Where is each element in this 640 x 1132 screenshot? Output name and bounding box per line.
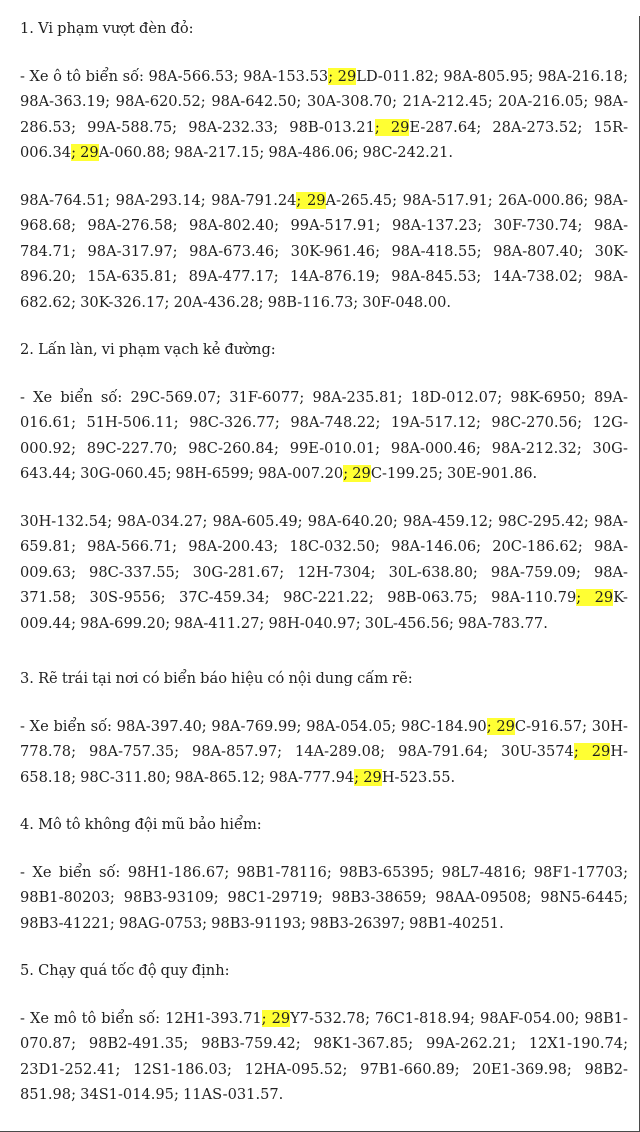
text-run: 98A-764.51; 98A-293.14; 98A-791.24	[20, 191, 297, 209]
text-run: - Xe ô tô biển số: 98A-566.53; 98A-153.53	[20, 67, 329, 85]
text-run: - Xe biển số: 29C-569.07; 31F-6077; 98A-235.81; 18D-012.07; 98K-6950; 89A-016.61; 51H-506.11; 98C-326.77; 98A-748.22; 19A-517.12; 98C-270.56; 12G-000.92; 89C-227.70; 98C-260.84; 99E-010.01; 98A-000.46; 98A-212.32; 30G-643.44; 30G-060.45; 98H-6599; 98A-007.20	[20, 388, 628, 482]
highlight-mark: ; 29	[296, 191, 326, 209]
text-run: H-658.18; 98C-311.80; 98A-865.12; 98A-777.94	[20, 743, 628, 786]
text-run: 30H-132.54; 98A-034.27; 98A-605.49; 98A-640.20; 98A-459.12; 98C-295.42; 98A-659.81; 98A-566.71; 98A-200.43; 18C-032.50; 98A-146.06; 20C-186.62; 98A-009.63; 98C-337.55; 30G-281.67; 12H-7304; 30L-638.80; 98A-759.09; 98A-371.58; 30S-9556; 37C-459.34; 98C-221.22; 98B-063.75; 98A-110.79	[20, 512, 628, 606]
text-run: E-287.64; 28A-273.52; 15R-006.34	[20, 118, 629, 161]
section-5-list	[20, 1006, 628, 1108]
highlight-mark: ; 29	[343, 465, 371, 482]
text-run: Y7-532.78; 76C1-818.94; 98AF-054.00; 98B1-070.87; 98B2-491.35; 98B3-759.42; 98K1-367.85; 99A-262.21; 12X1-190.74; 23D1-252.41; 12S1-186.03; 12HA-095.52; 97B1-660.89; 20E1-369.98; 98B2-851.98; 34S1-014.95; 11AS-031.57.	[20, 1009, 628, 1103]
highlight-mark: ; 29	[354, 768, 382, 786]
section-2-heading	[20, 337, 628, 363]
section-1-list-part-1	[20, 64, 628, 166]
text-run: 2. Lấn làn, vi phạm vạch kẻ đường:	[20, 341, 276, 358]
section-3-heading	[20, 666, 628, 692]
text-run: LD-011.82; 98A-805.95; 98A-216.18; 98A-363.19; 98A-620.52; 98A-642.50; 30A-308.70; 21A-212.45; 20A-216.05; 98A-286.53; 99A-588.75; 98A-232.33; 98B-013.21	[20, 67, 628, 136]
highlight-mark: ; 29	[261, 1009, 291, 1027]
section-4-list	[20, 860, 628, 937]
section-1-list-part-2	[20, 188, 628, 316]
text-run: 3. Rẽ trái tại nơi có biển báo hiệu có nội dung cấm rẽ:	[20, 670, 413, 687]
section-5-heading	[20, 958, 628, 984]
section-1-heading	[20, 16, 628, 42]
text-run: K-009.44; 98A-699.20; 98A-411.27; 98H-040.97; 30L-456.56; 98A-783.77.	[20, 589, 628, 632]
highlight-mark: ; 29	[486, 717, 515, 735]
highlight-mark: ; 29	[573, 743, 611, 760]
highlight-mark: ; 29	[374, 118, 410, 136]
highlight-mark: ; 29	[576, 589, 614, 606]
highlight-mark: ; 29	[71, 144, 99, 161]
text-run: - Xe biển số: 98H1-186.67; 98B1-78116; 98B3-65395; 98L7-4816; 98F1-17703; 98B1-80203; 98B3-93109; 98C1-29719; 98B3-38659; 98AA-09508; 98N5-6445; 98B3-41221; 98AG-0753; 98B3-91193; 98B3-26397; 98B1-40251.	[20, 863, 628, 932]
text-run: - Xe biển số: 98A-397.40; 98A-769.99; 98A-054.05; 98C-184.90	[20, 717, 487, 735]
text-run: A-060.88; 98A-217.15; 98A-486.06; 98C-242.21.	[98, 144, 453, 161]
text-run: 5. Chạy quá tốc độ quy định:	[20, 962, 230, 979]
traffic-violation-article	[0, 16, 640, 1132]
section-2-list-part-1	[20, 385, 628, 487]
text-run: - Xe mô tô biển số: 12H1-393.71	[20, 1009, 262, 1027]
section-2-list-part-2	[20, 509, 628, 637]
text-run: 1. Vi phạm vượt đèn đỏ:	[20, 20, 194, 37]
section-4-heading	[20, 812, 628, 838]
text-run: C-199.25; 30E-901.86.	[370, 465, 538, 482]
highlight-mark: ; 29	[328, 67, 357, 85]
text-run: 4. Mô tô không đội mũ bảo hiểm:	[20, 816, 262, 833]
section-3-list	[20, 714, 628, 791]
text-run: A-265.45; 98A-517.91; 26A-000.86; 98A-968.68; 98A-276.58; 98A-802.40; 99A-517.91; 98A-137.23; 30F-730.74; 98A-784.71; 98A-317.97; 98A-673.46; 30K-961.46; 98A-418.55; 98A-807.40; 30K-896.20; 15A-635.81; 89A-477.17; 14A-876.19; 98A-845.53; 14A-738.02; 98A-682.62; 30K-326.17; 20A-436.28; 98B-116.73; 30F-048.00.	[20, 191, 628, 311]
text-run: C-916.57; 30H-778.78; 98A-757.35; 98A-857.97; 14A-289.08; 98A-791.64; 30U-3574	[20, 717, 628, 760]
text-run: H-523.55.	[381, 768, 456, 786]
